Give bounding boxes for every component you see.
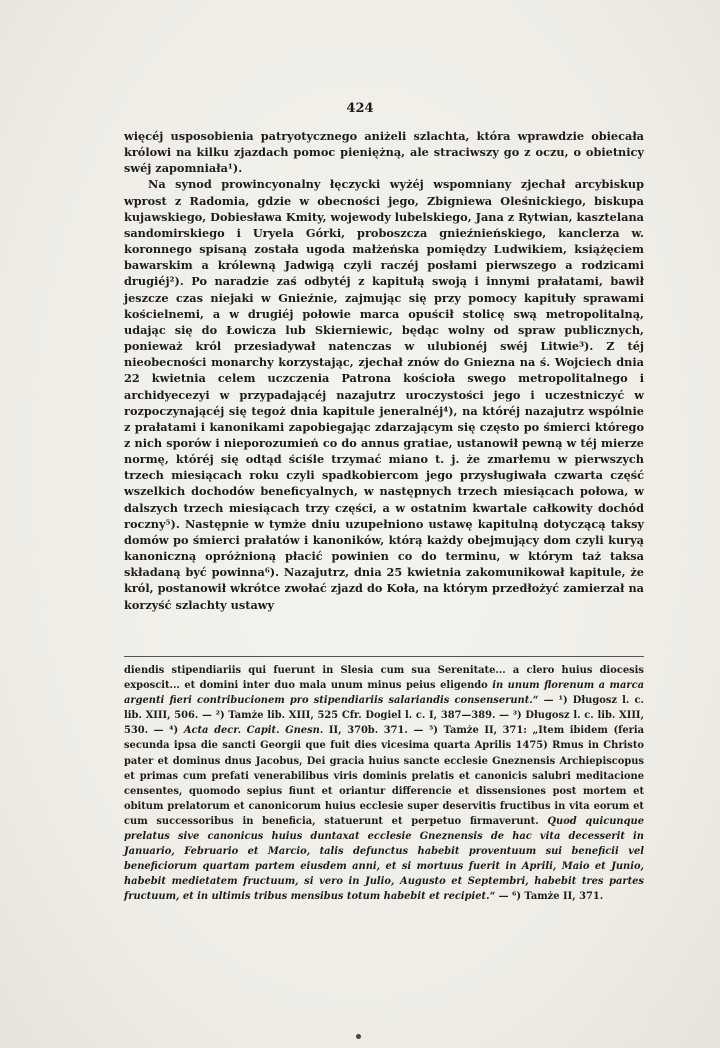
paragraph-2: Na synod prowincyonalny łęczycki wyżéj wspomniany zjechał arcybiskup wprost z Radomia, gdzie w obecności jego, Zbigniewa Oleśnickiego, biskupa kujawskiego, Dobiesława Kmity, wojewody lubelskiego, Jana z Rytwian, kasztelana sandomirskiego i Uryela Górki, proboszcza gnieźnieńskiego, kanclerza w. koronnego spisaną została ugoda małżeńska pomiędzy Ludwikiem, książęciem bawarskim a królewną Jadwigą czyli raczéj posłami pierwszego a rodzicami drugiéj²). Po naradzie zaś odbytéj z kapitułą swoją i innymi prałatami, bawił jeszcze czas niejaki w Gnieźnie, zajmując się przy pomocy kapituły sprawami kościelnemi, a w drugiéj połowie marca opuścił stolicę swą metropolitalną, udając się do Łowicza lub Skierniewic, będąc wolny od spraw publicznych, ponieważ król przesiadywał natenczas w ulubionéj swéj Litwie³). Z téj nieobecności monarchy korzystając, zjechał znów do Gniezna na ś. Wojciech dnia 22 kwietnia celem uczczenia Patrona kościoła swego metropolitalnego i archidyecezyi w przypadającéj nazajutrz uroczystości jego i uczestniczyć w rozpoczynającéj się tegoż dnia kapitule jeneralnéj⁴), na któréj nazajutrz wspólnie z prałatami i kanonikami zapobiegając zdarzającym się często po śmierci którego z nich sporów i nieporozumień co do annus gratiae, ustanowił pewną w téj mierze normę, któréj się odtąd ściśle trzymać miano t. j. że zmarłemu w pierwszych trzech miesiącach roku czyli spadkobiercom jego przysługiwała czwarta część wszelkich dochodów beneficyalnych, w następnych trzech miesiącach połowa, w dalszych trzech miesiącach trzy części, a w ostatnim kwartale całkowity dochód roczny⁵). Następnie w tymże dniu uzupełniono ustawę kapitulną dotyczącą taksy domów po śmierci prałatów i kanoników, którą każdy obejmujący dom czyli kuryą kanoniczną opróżnioną płacić powinien co do terminu, w którym taż taksa składaną być powinna⁶). Nazajutrz, dnia 25 kwietnia zakomunikował kapitule, że król, postanowił wkrótce zwołać zjazd do Koła, na którym przedłożyć zamierzał na korzyść szlachty ustawy — [124, 177, 644, 612]
footnote-fragment: II, 370b. 371. — ⁵) Tamże II, 371: „Item ibidem (feria secunda ipsa die sancti Georgii que fuit dies vicesima quarta Aprilis 1475) Rmus in Christo pater et dominus dnus Jacobus, Dei gracia huius sancte ecclesie Gneznensis Archiepiscopus et primas cum prefati venerabilibus viris dominis prelatis et canonicis salubri meditacione censentes, quomodo sepius fiunt et oriantur differencie et dissensiones post mortem et obitum prelatorum et canonicorum huius ecclesie super deservitis fructibus in vita eorum et cum successoribus in beneficia, statuerunt et perpetuo firmaverunt. — [124, 725, 644, 827]
ink-spot — [356, 1034, 361, 1039]
footnote-fragment: “ — ¹) Długosz l. c. lib. XIII, 506. — ²) Tamże lib. XIII, 525 Cfr. Dogiel l. c. I, 387—389. — ³) Długosz l. c. lib. XIII, 530. — ⁴) — [124, 695, 644, 737]
paragraph-1: więcéj usposobienia patryotycznego aniżeli szlachta, która wprawdzie obiecała królowi na kilku zjazdach pomoc pieniężną, ale straciwszy go z oczu, o obietnicy swéj zapomniała¹). — [124, 129, 644, 176]
footnote-italic: in unum florenum a marca argenti fieri contribucionem pro stipendiariis salariandis consenserunt. — [124, 680, 645, 707]
footnote-text — [124, 663, 644, 905]
footnote-divider — [124, 656, 644, 657]
footnote-italic: Quod quicunque prelatus sive canonicus huius duntaxat ecclesie Gneznensis de hac vita decesserit in Januario, Februario et Marcio, talis defunctus habebit proventuum sui beneficii vel beneficiorum quartam partem eiusdem anni, et si mortuus fuerit in Aprili, Maio et Junio, habebit medietatem fructuum, si vero in Julio, Augusto et Septembri, habebit tres partes fructuum, et in ultimis tribus mensibus totum habebit et recipiet. — [124, 815, 644, 903]
footnote-fragment: diendis stipendiariis qui fuerunt in Slesia cum sua Serenitate... a clero huius diocesis exposcit... et domini inter duo mala unum minus peius eligendo — [124, 665, 644, 692]
footnote-italic: Acta decr. Capit. Gnesn. — [183, 725, 324, 737]
footnote-fragment: “ — ⁶) Tamże II, 371. — [489, 891, 604, 903]
page-number: 424 — [346, 101, 374, 116]
main-text — [124, 128, 644, 613]
footnotes — [124, 663, 644, 905]
